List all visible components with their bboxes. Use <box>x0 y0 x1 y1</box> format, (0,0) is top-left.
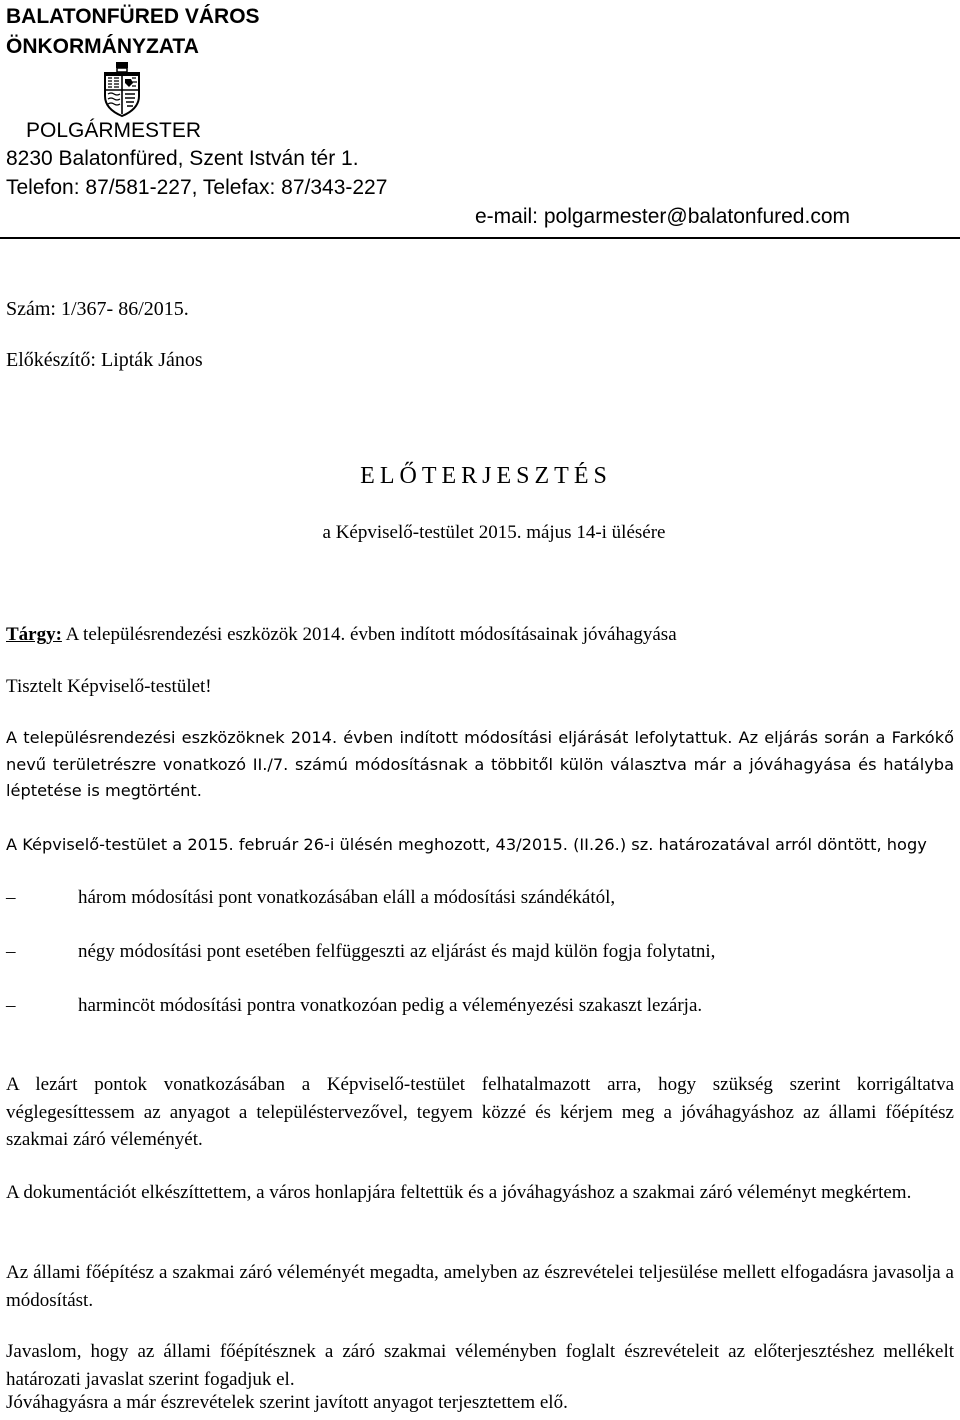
list-item <box>6 887 615 909</box>
subject-line <box>6 624 677 646</box>
phone-line: Telefon: 87/581-227, Telefax: 87/343-227 <box>6 176 388 199</box>
list-dash: – <box>6 887 16 908</box>
coat-of-arms-icon <box>102 62 142 118</box>
preparer-line: Előkészítő: Lipták János <box>6 349 203 371</box>
paragraph-authorization: A lezárt pontok vonatkozásában a Képviselő-testület felhatalmazott arra, hogy szükség szerint korrigáltatva véglegesíttessem az anyagot a településtervezővel, tegyem közzé és kérjem meg a jóváhagyáshoz az állami főépítész szakmai záró véleményét. <box>6 1074 954 1150</box>
document-title: ELŐTERJESZTÉS <box>360 463 612 489</box>
org-name-line1: BALATONFÜRED VÁROS <box>6 5 260 28</box>
document-number: Szám: 1/367- 86/2015. <box>6 298 189 320</box>
office-title: POLGÁRMESTER <box>26 119 202 142</box>
subject-label: Tárgy: <box>6 624 62 645</box>
paragraph-submission: Jóváhagyásra a már észrevételek szerint javított anyagot terjesztettem elő. <box>6 1392 568 1413</box>
paragraph-proposal: Javaslom, hogy az állami főépítésznek a záró szakmai véleményben foglalt észrevételeit az előterjesztéshez mellékelt határozati javaslat szerint fogadjuk el. <box>6 1341 954 1390</box>
header-divider <box>0 237 960 239</box>
subject-text: A településrendezési eszközök 2014. évben indított módosításainak jóváhagyása <box>61 624 677 645</box>
address-line: 8230 Balatonfüred, Szent István tér 1. <box>6 147 359 170</box>
paragraph-architect-opinion: Az állami főépítész a szakmai záró véleményét megadta, amelyben az észrevételei teljesülése mellett elfogadásra javasolja a módosítást. <box>6 1262 954 1311</box>
list-item <box>6 941 715 963</box>
list-item-text: harmincöt módosítási pontra vonatkozóan pedig a véleményezési szakaszt lezárja. <box>78 995 703 1016</box>
meeting-subtitle: a Képviselő-testület 2015. május 14-i ülésére <box>322 522 666 543</box>
list-item-text: három módosítási pont vonatkozásában eláll a módosítási szándékától, <box>78 887 616 908</box>
paragraph-decision: A Képviselő-testület a 2015. február 26-i ülésén meghozott, 43/2015. (II.26.) sz. határozatával arról döntött, hogy <box>6 835 927 854</box>
list-item-text: négy módosítási pont esetében felfüggeszti az eljárást és majd külön fogja folytatni, <box>78 941 716 962</box>
email-line: e-mail: polgarmester@balatonfured.com <box>475 205 850 228</box>
salutation: Tisztelt Képviselő-testület! <box>6 676 212 697</box>
list-item <box>6 995 702 1017</box>
list-dash: – <box>6 995 16 1016</box>
paragraph-procedure: A településrendezési eszközöknek 2014. évben indított módosítási eljárását lefolytattuk. Az eljárás során a Farkókő nevű területrészre vonatkozó II./7. számú módosításnak a többitől külön választva már a jóváhagyása és hatályba léptetése is megtörtént. <box>6 728 954 800</box>
list-dash: – <box>6 941 16 962</box>
org-name-line2: ÖNKORMÁNYZATA <box>6 35 199 58</box>
paragraph-documentation: A dokumentációt elkészíttettem, a város honlapjára feltettük és a jóváhagyáshoz a szakmai záró véleményt megkértem. <box>6 1182 912 1203</box>
